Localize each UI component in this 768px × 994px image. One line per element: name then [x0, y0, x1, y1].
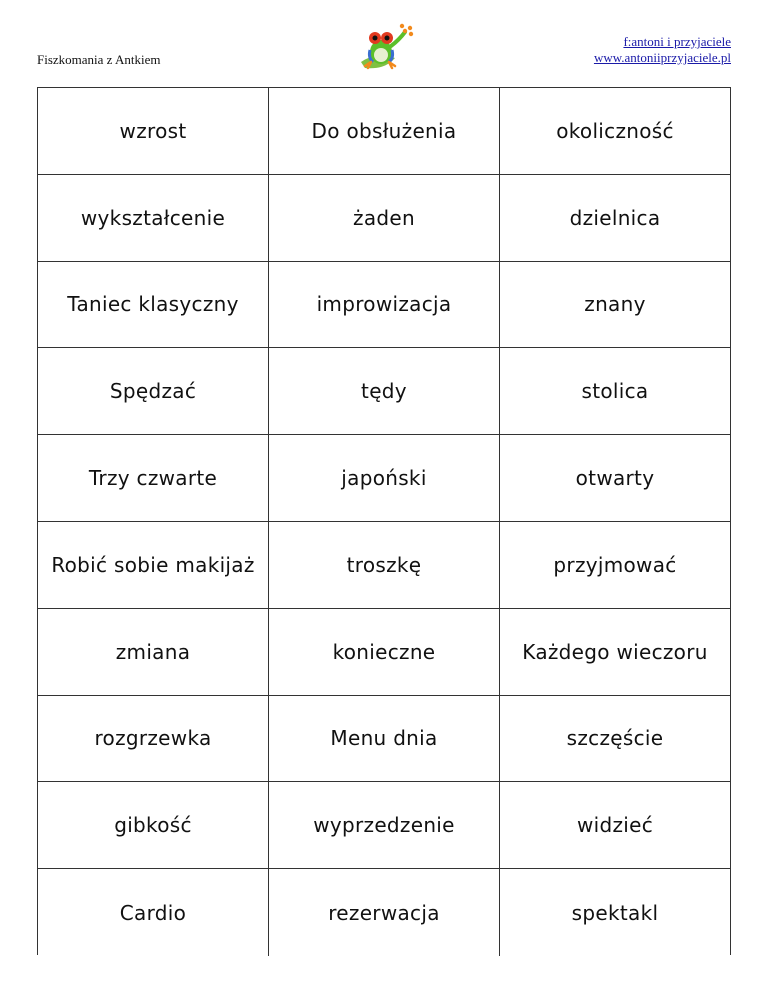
flashcard-cell: okoliczność [500, 88, 730, 175]
flashcard-cell: gibkość [38, 782, 269, 869]
flashcard-cell: konieczne [269, 609, 500, 696]
flashcard-cell: zmiana [38, 609, 269, 696]
flashcard-cell: Robić sobie makijaż [38, 522, 269, 609]
flashcard-cell: japoński [269, 435, 500, 522]
flashcard-cell: spektakl [571, 900, 659, 925]
header-title: Fiszkomania z Antkiem [37, 52, 161, 67]
flashcard-cell: wyprzedzenie [269, 782, 500, 869]
flashcard-cell: przyjmować [500, 522, 730, 609]
flashcard-cell: Menu dnia [269, 696, 500, 783]
flashcard-cell: żaden [269, 175, 500, 262]
flashcard-cell: szczęście [500, 696, 730, 783]
flashcard-cell: Spędzać [38, 348, 269, 435]
flashcard-cell: widzieć [500, 782, 730, 869]
flashcard-cell: rezerwacja [269, 869, 500, 956]
flashcard-cell: Trzy czwarte [38, 435, 269, 522]
facebook-link[interactable]: f:antoni i przyjaciele [623, 34, 731, 49]
flashcard-cell: improwizacja [269, 262, 500, 349]
flashcard-grid [37, 87, 731, 955]
flashcard-cell: troszkę [269, 522, 500, 609]
flashcard-cell: otwarty [500, 435, 730, 522]
flashcard-cell: stolica [500, 348, 730, 435]
flashcard-cell: Cardio [38, 869, 269, 956]
flashcard-cell: rozgrzewka [38, 696, 269, 783]
flashcard-cell: wykształcenie [38, 175, 269, 262]
header-links [594, 34, 731, 66]
flashcard-cell: wzrost [38, 88, 269, 175]
flashcard-cell: znany [500, 262, 730, 349]
flashcard-cell: tędy [269, 348, 500, 435]
website-link[interactable]: www.antoniiprzyjaciele.pl [593, 50, 731, 65]
flashcard-cell: Każdego wieczoru [500, 609, 730, 696]
flashcard-cell: dzielnica [500, 175, 730, 262]
flashcard-cell: Do obsłużenia [269, 88, 500, 175]
flashcard-cell: Taniec klasyczny [38, 262, 269, 349]
frog-logo-icon [355, 22, 419, 74]
